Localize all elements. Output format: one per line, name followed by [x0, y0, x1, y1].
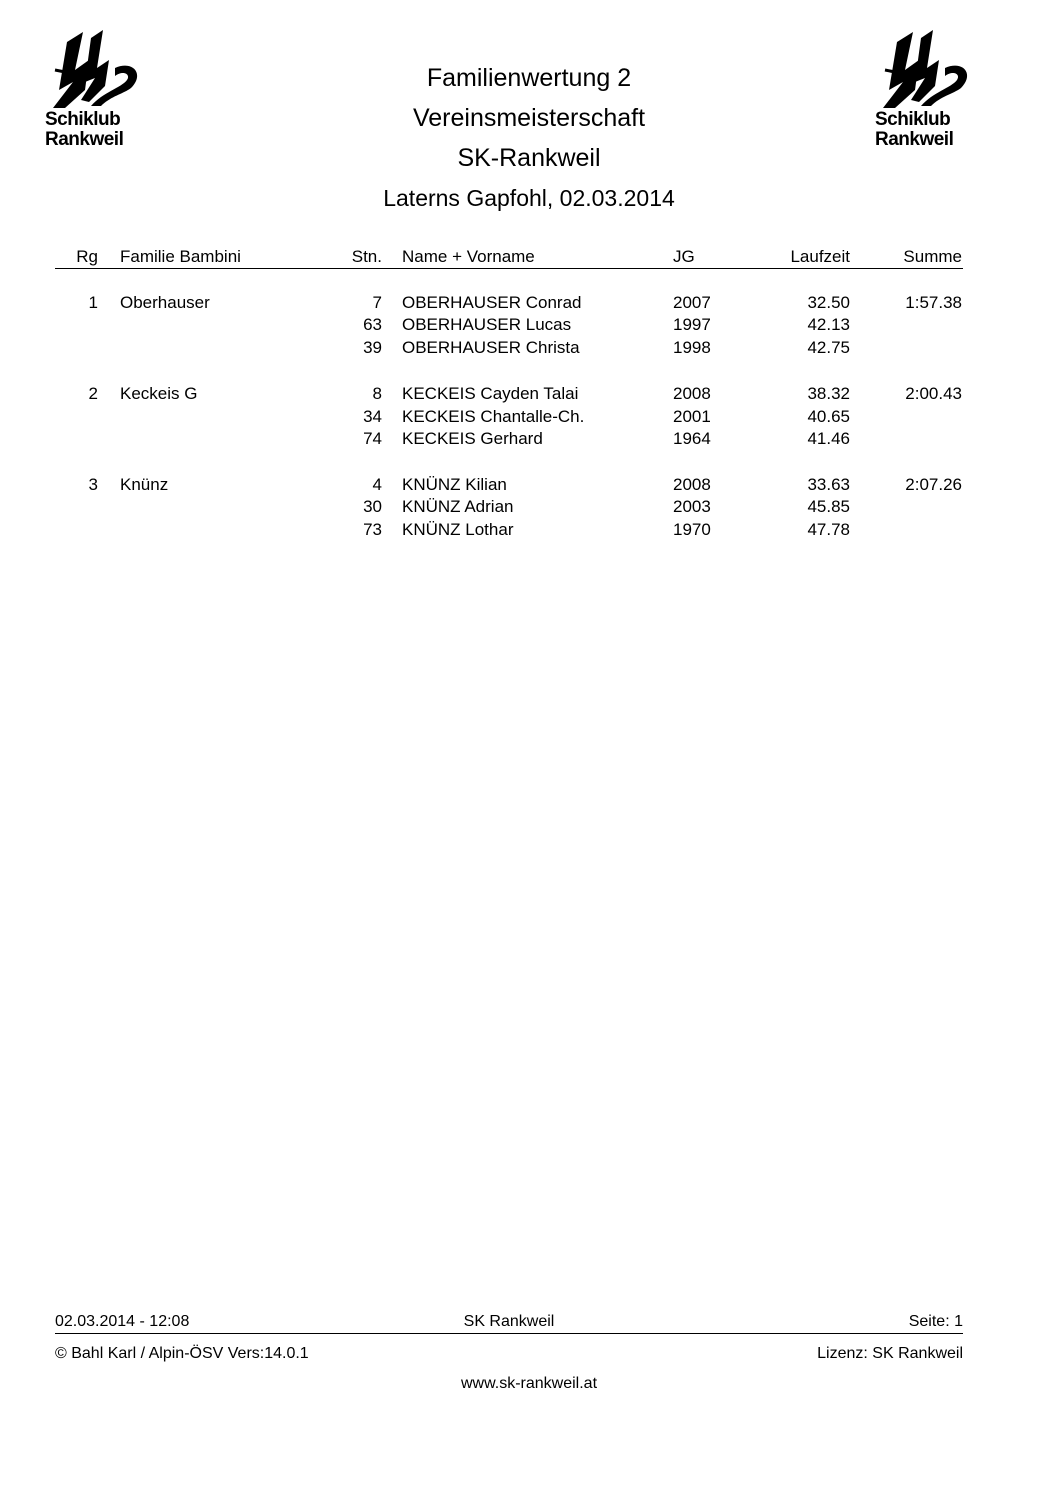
- col-laufzeit: Laufzeit: [790, 247, 850, 266]
- header-divider: [55, 268, 963, 269]
- footer-copyright: © Bahl Karl / Alpin-ÖSV Vers:14.0.1: [55, 1345, 309, 1362]
- cell-name: KNÜNZ Kilian: [402, 475, 507, 494]
- table-header: [0, 247, 1058, 269]
- cell-family: Keckeis G: [120, 384, 198, 403]
- col-stn: Stn.: [351, 247, 382, 266]
- cell-stn: 74: [363, 429, 382, 448]
- footer-license: Lizenz: SK Rankweil: [817, 1345, 963, 1362]
- col-family: Familie Bambini: [120, 247, 241, 266]
- logo-line1: Schiklub: [875, 109, 951, 130]
- cell-rg: 1: [88, 293, 98, 312]
- cell-summe: 2:07.26: [905, 475, 962, 494]
- cell-laufzeit: 32.50: [807, 293, 850, 312]
- report-subtitle: Vereinsmeisterschaft: [412, 104, 646, 132]
- cell-jg: 1964: [673, 429, 711, 448]
- cell-laufzeit: 42.75: [807, 338, 850, 357]
- table-row: [0, 315, 1058, 337]
- cell-stn: 34: [363, 407, 382, 426]
- cell-stn: 7: [372, 293, 382, 312]
- event-location-date: Laterns Gapfohl, 02.03.2014: [383, 185, 675, 211]
- col-summe: Summe: [903, 247, 962, 266]
- col-jg: JG: [673, 247, 695, 266]
- table-row: [0, 520, 1058, 542]
- cell-stn: 63: [363, 315, 382, 334]
- table-row: [0, 293, 1058, 315]
- cell-stn: 8: [372, 384, 382, 403]
- table-row: [0, 475, 1058, 497]
- cell-summe: 2:00.43: [905, 384, 962, 403]
- cell-name: KECKEIS Cayden Talai: [402, 384, 579, 403]
- cell-name: KECKEIS Chantalle-Ch.: [402, 407, 585, 426]
- cell-jg: 2007: [673, 293, 711, 312]
- table-row: [0, 338, 1058, 360]
- cell-family: Knünz: [120, 475, 169, 494]
- cell-name: KNÜNZ Lothar: [402, 520, 514, 539]
- cell-laufzeit: 47.78: [807, 520, 850, 539]
- cell-stn: 39: [363, 338, 382, 357]
- cell-laufzeit: 42.13: [807, 315, 850, 334]
- club-name: SK-Rankweil: [457, 144, 601, 172]
- logo-line2: Rankweil: [875, 129, 954, 150]
- cell-name: OBERHAUSER Christa: [402, 338, 580, 357]
- cell-stn: 4: [372, 475, 382, 494]
- cell-laufzeit: 41.46: [807, 429, 850, 448]
- footer-club: SK Rankweil: [463, 1313, 555, 1330]
- footer-top: [55, 1313, 963, 1335]
- cell-jg: 1997: [673, 315, 711, 334]
- cell-rg: 2: [88, 384, 98, 403]
- report-title: Familienwertung 2: [426, 64, 632, 92]
- cell-stn: 30: [363, 497, 382, 516]
- cell-jg: 2001: [673, 407, 711, 426]
- cell-rg: 3: [88, 475, 98, 494]
- cell-jg: 2003: [673, 497, 711, 516]
- cell-family: Oberhauser: [120, 293, 210, 312]
- col-rg: Rg: [76, 247, 98, 266]
- footer-bottom: [55, 1345, 963, 1367]
- table-row: [0, 497, 1058, 519]
- cell-laufzeit: 33.63: [807, 475, 850, 494]
- footer-divider: [55, 1333, 963, 1334]
- cell-name: KNÜNZ Adrian: [402, 497, 514, 516]
- cell-laufzeit: 45.85: [807, 497, 850, 516]
- cell-laufzeit: 40.65: [807, 407, 850, 426]
- cell-jg: 1998: [673, 338, 711, 357]
- cell-laufzeit: 38.32: [807, 384, 850, 403]
- table-row: [0, 384, 1058, 406]
- cell-name: OBERHAUSER Conrad: [402, 293, 582, 312]
- table-row: [0, 429, 1058, 451]
- logo-line2: Rankweil: [45, 129, 124, 150]
- footer-datetime: 02.03.2014 - 12:08: [55, 1313, 190, 1330]
- cell-jg: 2008: [673, 475, 711, 494]
- cell-jg: 1970: [673, 520, 711, 539]
- col-name: Name + Vorname: [402, 247, 535, 266]
- footer-url[interactable]: www.sk-rankweil.at: [460, 1375, 598, 1392]
- cell-name: OBERHAUSER Lucas: [402, 315, 572, 334]
- cell-jg: 2008: [673, 384, 711, 403]
- cell-stn: 73: [363, 520, 382, 539]
- cell-name: KECKEIS Gerhard: [402, 429, 543, 448]
- footer-page-number: Seite: 1: [908, 1313, 963, 1330]
- cell-summe: 1:57.38: [905, 293, 962, 312]
- table-row: [0, 407, 1058, 429]
- report-title-block: [0, 58, 1058, 218]
- logo-line1: Schiklub: [45, 109, 121, 130]
